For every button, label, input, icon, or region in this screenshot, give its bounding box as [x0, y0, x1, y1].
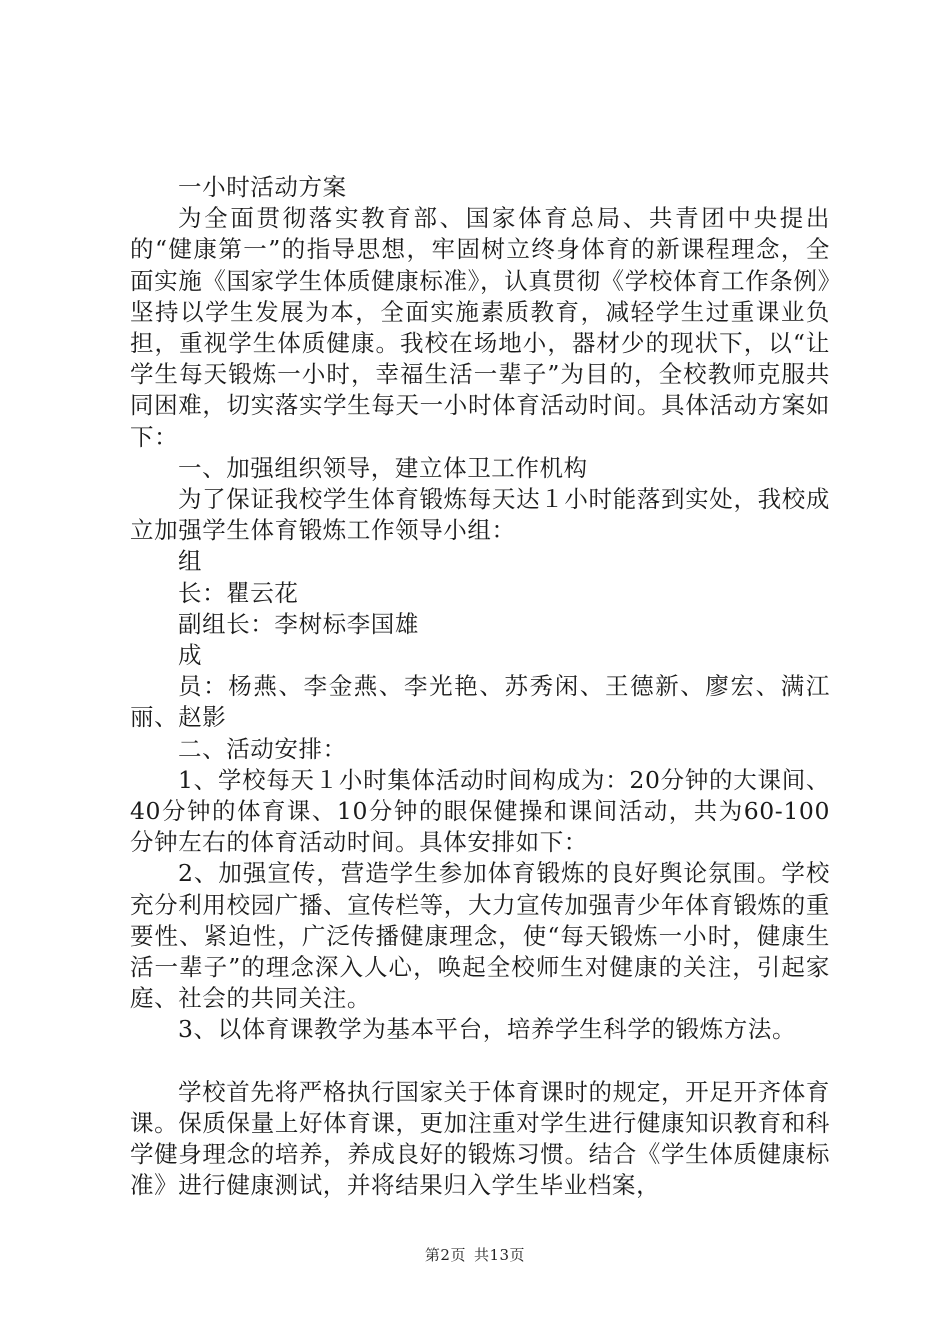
section-heading-activities: 二、活动安排： [178, 734, 347, 763]
members-label-line: 成 [178, 641, 203, 670]
members-line: 员：杨燕、李金燕、李光艳、苏秀闲、王德新、廖宏、满江丽、赵影 [130, 672, 830, 732]
section-heading-organization: 一、加强组织领导，建立体卫工作机构 [178, 453, 588, 482]
organization-paragraph: 为了保证我校学生体育锻炼每天达１小时能落到实处，我校成立加强学生体育锻炼工作领导小组： [130, 485, 830, 545]
document-body [130, 172, 830, 1202]
page-number-total: 共13页 [473, 1246, 526, 1264]
plan-title: 一小时活动方案 [178, 173, 347, 201]
leader-label-line: 组 [178, 547, 203, 576]
intro-paragraph: 为全面贯彻落实教育部、国家体育总局、共青团中央提出的“健康第一”的指导思想，牢固树立终身体育的新课程理念，全面实施《国家学生体质健康标准》，认真贯彻《学校体育工作条例》坚持以学生发展为本，全面实施素质教育，减轻学生过重课业负担，重视学生体质健康。我校在场地小，器材少的现状下，以“让学生每天锻炼一小时，幸福生活一辈子”为目的，全校教师克服共同困难，切实落实学生每天一小时体育活动时间。具体活动方案如下： [130, 204, 830, 451]
page-number-current: 第2页 [424, 1246, 466, 1264]
leader-line: 长：瞿云花 [178, 578, 299, 607]
activity-item-1: 1、学校每天１小时集体活动时间构成为：20分钟的大课间、40分钟的体育课、10分钟的眼保健操和课间活动，共为60-100分钟左右的体育活动时间。具体安排如下： [130, 765, 830, 857]
activity-item-3: 3、以体育课教学为基本平台，培养学生科学的锻炼方法。 [178, 1015, 797, 1044]
page-footer [0, 1244, 950, 1265]
activity-item-2: 2、加强宣传，营造学生参加体育锻炼的良好舆论氛围。学校充分利用校园广播、宣传栏等，大力宣传加强青少年体育锻炼的重要性、紧迫性，广泛传播健康理念，使“每天锻炼一小时，健康生活一辈子”的理念深入人心，唤起全校师生对健康的关注，引起家庭、社会的共同关注。 [130, 859, 830, 1013]
deputy-leader-line: 副组长：李树标李国雄 [178, 609, 419, 638]
pe-class-paragraph: 学校首先将严格执行国家关于体育课时的规定，开足开齐体育课。保质保量上好体育课，更加注重对学生进行健康知识教育和科学健身理念的培养，养成良好的锻炼习惯。结合《学生体质健康标准》进行健康测试，并将结果归入学生毕业档案， [130, 1077, 830, 1200]
